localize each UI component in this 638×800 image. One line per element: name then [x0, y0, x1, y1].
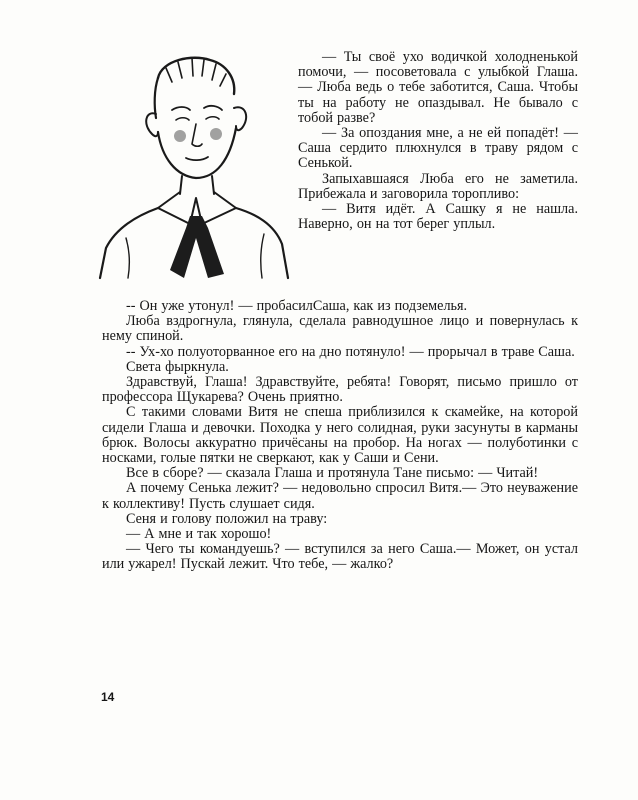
- paragraph: — А мне и так хорошо!: [126, 526, 272, 543]
- paragraph: -- Ух-хо полуоторванное его на дно потянуло! — прорычал в траве Саша.: [126, 343, 575, 360]
- paragraph: Сеня и голову положил на траву:: [126, 510, 328, 527]
- paragraph: Все в сборе? — сказала Глаша и протянула Тане письмо: — Читай!: [126, 465, 539, 482]
- boy-illustration: [96, 48, 292, 280]
- paragraph: — Витя идёт. А Сашку я не нашла. Наверно, он на тот берег уплыл.: [298, 201, 578, 233]
- paragraph: А почему Сенька лежит? — недовольно спросил Витя.— Это неуважение к коллективу! Пусть слушает сидя.: [102, 480, 578, 512]
- paragraph: Света фыркнула.: [126, 358, 229, 375]
- paragraph: Здравствуй, Глаша! Здравствуйте, ребята! Говорят, письмо пришло от профессора Щукарева? Очень приятно.: [102, 374, 578, 406]
- paragraph: — За опоздания мне, а не ей попадёт! — Саша сердито плюхнулся в траву рядом с Сенькой.: [298, 125, 578, 172]
- paragraph: — Чего ты командуешь? — вступился за него Саша.— Может, он устал или ужарел! Пускай лежит. Что тебе, — жалко?: [102, 541, 578, 573]
- paragraph: -- Он уже утонул! — пробасилСаша, как из подземелья.: [126, 298, 468, 314]
- page-number: 14: [101, 690, 115, 704]
- text-column-right: [298, 50, 578, 232]
- paragraph: С такими словами Витя не спеша приблизился к скамейке, на которой сидели Глаша и девочки. Походка у него солидная, руки засунуты в карманы брюк. Волосы аккуратно причёсаны на пробор. На ногах — полуботинки с носками, голые пятки не сверкают, как у Саши и Сени.: [102, 404, 578, 467]
- text-column-full: [102, 299, 578, 573]
- paragraph: Люба вздрогнула, глянула, сделала равнодушное лицо и повернулась к нему спиной.: [102, 313, 578, 345]
- paragraph: Запыхавшаяся Люба его не заметила. Прибежала и заговорила торопливо:: [298, 170, 578, 202]
- paragraph: — Ты своё ухо водичкой холодненькой помочи, — посоветовала с улыбкой Глаша. — Люба ведь о тебе заботится, Саша. Чтобы ты на работу не опаздывал. Не бывало с тобой разве?: [298, 49, 578, 126]
